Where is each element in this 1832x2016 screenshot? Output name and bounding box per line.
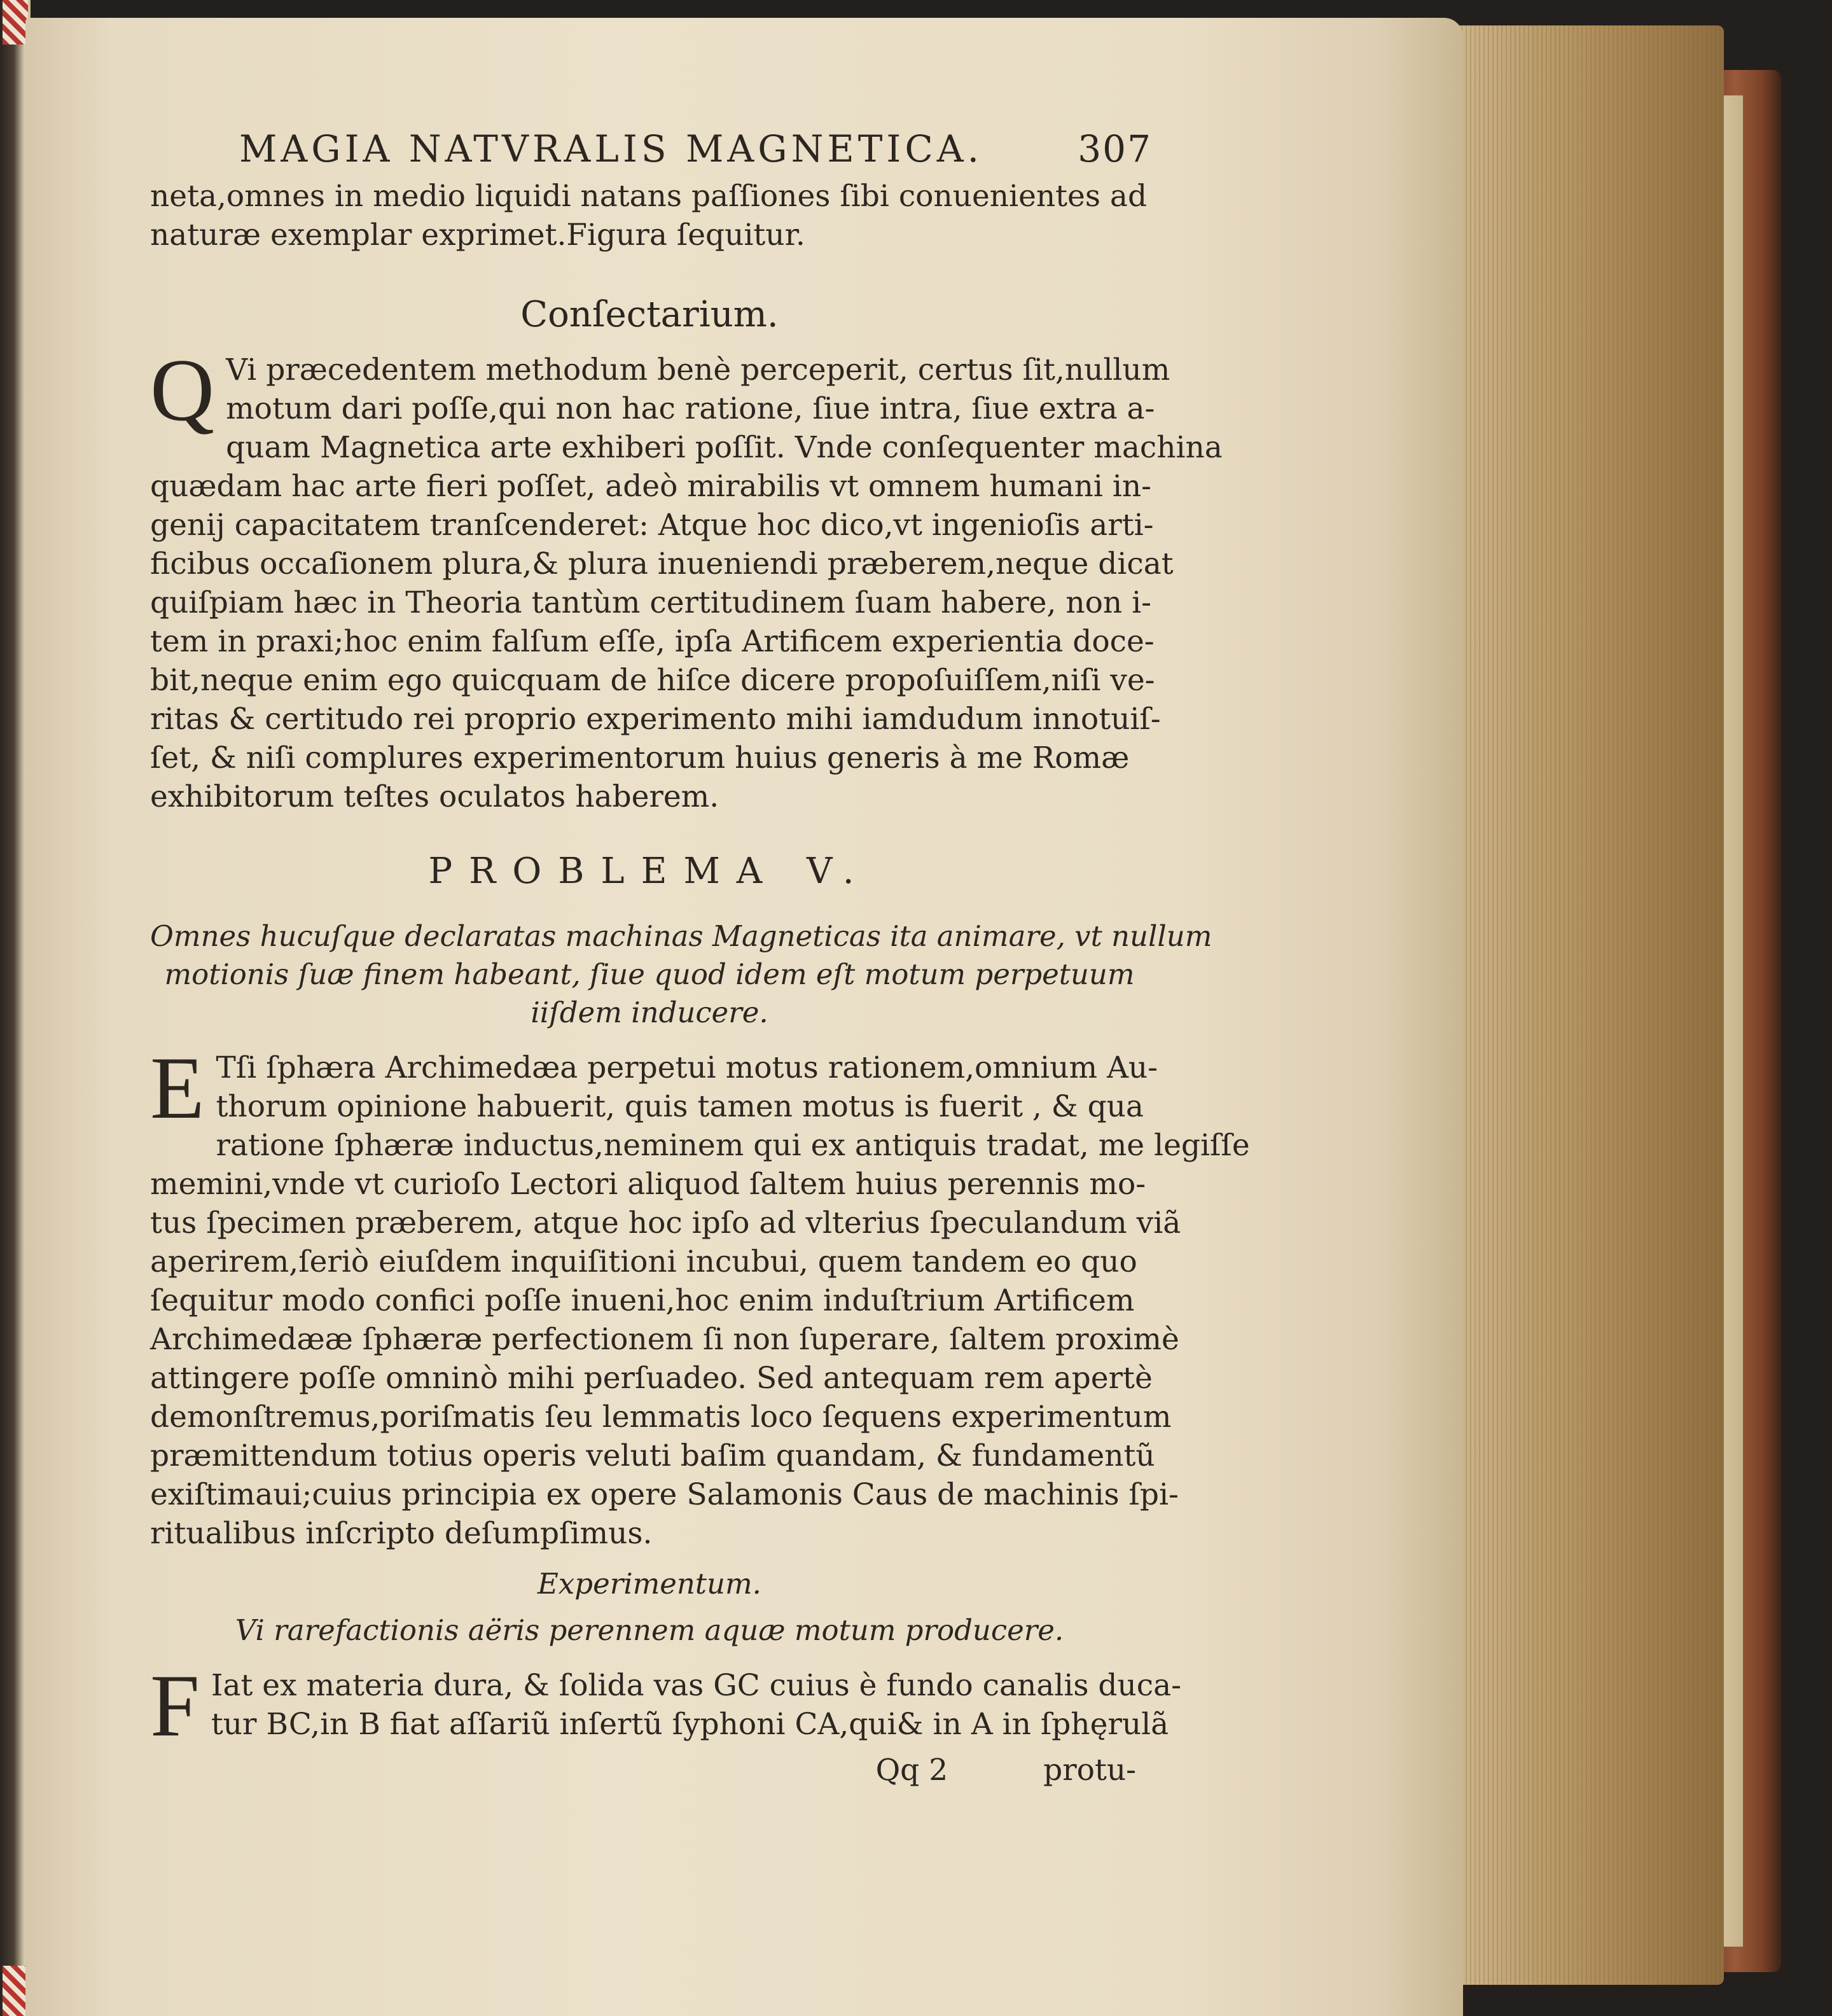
experimentum-subheading: Vi rarefactionis aëris perennem aquæ motum producere. <box>235 1613 1064 1647</box>
text-line: quædam hac arte fieri poſſet, adeò mirabilis vt omnem humani in- <box>150 469 1152 504</box>
text-line: ritualibus inſcripto deſumpſimus. <box>150 1516 653 1551</box>
text-line: aperirem,ſeriò eiuſdem inquiſitioni incubui, quem tandem eo quo <box>150 1244 1137 1279</box>
running-head <box>239 127 1152 170</box>
text-line: Vi præcedentem methodum benè perceperit, certus ſit,nullum <box>226 352 1170 387</box>
drop-initial: F <box>150 1657 200 1755</box>
text-line: ratione ſphæræ inductus,neminem qui ex antiquis tradat, me legiſſe <box>216 1128 1250 1163</box>
signature-mark: Qq 2 <box>875 1753 948 1788</box>
consectarium-heading: Conſectarium. <box>520 294 779 335</box>
text-line: tus ſpecimen præberem, atque hoc ipſo ad vlterius ſpeculandum viã <box>150 1206 1181 1241</box>
text-line: exhibitorum teſtes oculatos haberem. <box>150 779 719 814</box>
consectarium-paragraph <box>150 341 1223 816</box>
text-block <box>150 127 1250 1788</box>
text-line: genij capacitatem tranſcenderet: Atque hoc dico,vt ingenioſis arti- <box>150 508 1154 543</box>
text-line: attingere poſſe omninò mihi perſuadeo. Sed antequam rem apertè <box>150 1361 1153 1396</box>
text-line: Archimedææ ſphæræ perfectionem ſi non ſuperare, ſaltem proximè <box>150 1322 1179 1357</box>
page-stack-edge <box>1457 25 1724 1985</box>
text-line: Iat ex materia dura, & ſolida vas GC cuius è fundo canalis duca- <box>211 1668 1181 1703</box>
problema-heading: PROBLEMA V. <box>428 851 871 892</box>
experimentum-paragraph <box>150 1657 1181 1755</box>
text-line: neta,omnes in medio liquidi natans paſſiones ſibi conuenientes ad <box>150 179 1148 214</box>
problema-paragraph <box>150 1039 1250 1553</box>
text-line: memini,vnde vt curioſo Lectori aliquod ſaltem huius perennis mo- <box>150 1167 1146 1202</box>
statement-line: Omnes hucuſque declaratas machinas Magneticas ita animare, vt nullum <box>150 919 1212 953</box>
drop-initial: Q <box>150 341 215 440</box>
text-line: ſequitur modo confici poſſe inueni,hoc enim induſtrium Artificem <box>150 1283 1135 1318</box>
statement-line: iiſdem inducere. <box>531 996 768 1029</box>
running-title: MAGIA NATVRALIS MAGNETICA. <box>239 127 983 170</box>
text-line: tem in praxi;hoc enim falſum eſſe, ipſa Artificem experientia doce- <box>150 624 1155 659</box>
text-line: ritas & certitudo rei proprio experimento mihi iamdudum innotuiſ- <box>150 702 1161 737</box>
experimentum-heading: Experimentum. <box>538 1567 761 1601</box>
text-line: Tſi ſphæra Archimedæa perpetui motus rationem,omnium Au- <box>216 1050 1158 1085</box>
page-number: 307 <box>1078 127 1152 170</box>
page-footer <box>150 1753 1149 1788</box>
drop-initial: E <box>150 1039 205 1137</box>
text-line: ficibus occaſionem plura,& plura inueniendi præberem,neque dicat <box>150 546 1174 581</box>
headband-bottom <box>3 1966 28 2016</box>
statement-line: motionis ſuæ finem habeant, ſiue quod idem eſt motum perpetuum <box>164 957 1135 991</box>
text-line: quiſpiam hæc in Theoria tantùm certitudinem ſuam habere, non i- <box>150 585 1152 620</box>
text-line: præmittendum totius operis veluti baſim quandam, & fundamentũ <box>150 1438 1155 1473</box>
text-line: bit,neque enim ego quicquam de hiſce dicere propoſuiſſem,niſi ve- <box>150 663 1155 698</box>
text-line: ſet, & niſi complures experimentorum huius generis à me Romæ <box>150 740 1130 775</box>
text-line: naturæ exemplar exprimet.Figura ſequitur. <box>150 218 805 253</box>
text-line: thorum opinione habuerit, quis tamen motus is fuerit , & qua <box>216 1089 1144 1124</box>
headband-top <box>3 0 28 45</box>
problema-statement <box>150 917 1212 1032</box>
catchword: protu- <box>1043 1753 1136 1788</box>
text-line: exiſtimaui;cuius principia ex opere Salamonis Caus de machinis ſpi- <box>150 1477 1179 1512</box>
text-line: tur BC,in B fiat aſſariũ inſertũ ſyphoni CA,qui& in A in ſphęrulã <box>211 1707 1169 1742</box>
intro-paragraph <box>150 177 1149 254</box>
text-line: quam Magnetica arte exhiberi poſſit. Vnde conſequenter machina <box>226 430 1223 465</box>
text-line: demonſtremus,poriſmatis ſeu lemmatis loco ſequens experimentum <box>150 1400 1172 1435</box>
text-line: motum dari poſſe,qui non hac ratione, ſiue intra, ſiue extra a- <box>226 391 1155 426</box>
